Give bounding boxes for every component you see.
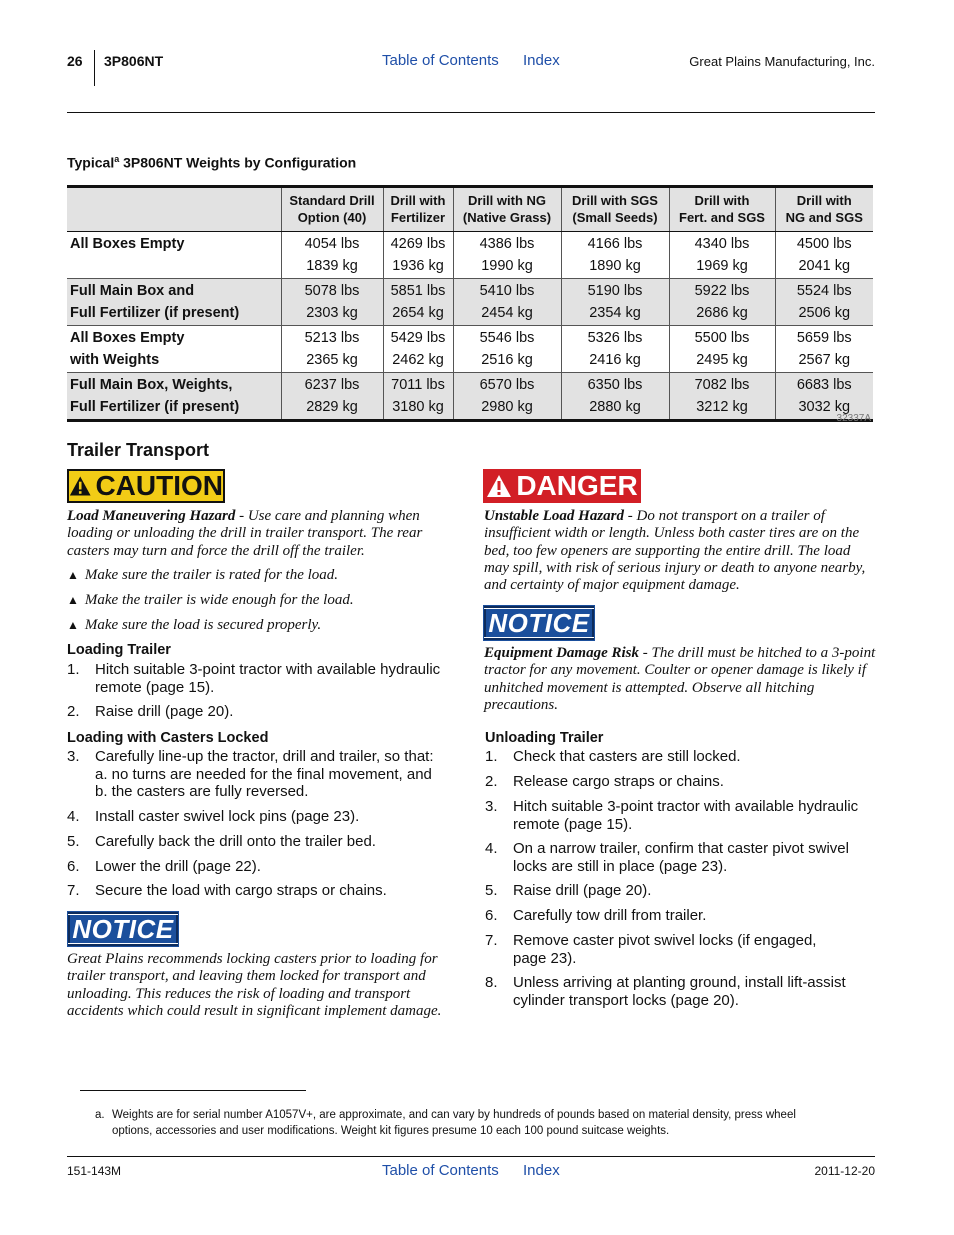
caution-sign xyxy=(67,469,225,503)
notice-text xyxy=(484,645,876,714)
table-cell: 5500 lbs xyxy=(669,326,775,350)
table-cell: 4500 lbs xyxy=(775,232,873,256)
loading-casters-heading: Loading with Casters Locked xyxy=(67,730,269,746)
table-cell: 2454 kg xyxy=(453,302,561,326)
table-cell: 4054 lbs xyxy=(281,232,383,256)
header-blank xyxy=(67,187,281,232)
row-label: with Weights xyxy=(70,352,160,368)
row-label: Full Fertilizer (if present) xyxy=(67,396,281,421)
table-cell: 7082 lbs xyxy=(669,373,775,397)
table-title xyxy=(67,154,356,171)
column-header: Drill with NG and SGS xyxy=(775,187,873,232)
table-cell: 2365 kg xyxy=(281,349,383,373)
table-cell: 5922 lbs xyxy=(669,279,775,303)
header-rule xyxy=(67,112,875,113)
danger-sign xyxy=(483,469,641,503)
list-item: 7. Remove caster pivot swivel locks (if engaged, page 23). xyxy=(485,932,817,967)
doc-date: 2011-12-20 xyxy=(814,1164,875,1178)
table-cell: 3032 kg xyxy=(775,396,873,421)
header-index-link[interactable]: Index xyxy=(523,52,560,69)
table-cell: 2829 kg xyxy=(281,396,383,421)
caution-label: CAUTION xyxy=(95,470,223,501)
list-item: 8. Unless arriving at planting ground, install lift-assist cylinder transport locks (page 20). xyxy=(485,974,846,1009)
table-cell: 1936 kg xyxy=(383,255,453,279)
table-cell: 2506 kg xyxy=(775,302,873,326)
table-cell: 5546 lbs xyxy=(453,326,561,350)
section-title: Trailer Transport xyxy=(67,440,210,460)
list-item: 6. Carefully tow drill from trailer. xyxy=(485,907,707,924)
triangle-bullet-icon: ▲ xyxy=(67,568,79,582)
table-cell: 2880 kg xyxy=(561,396,669,421)
table-cell: 6570 lbs xyxy=(453,373,561,397)
column-header: Drill with NG (Native Grass) xyxy=(453,187,561,232)
footer-rule xyxy=(67,1156,875,1157)
row-label: Full Fertilizer (if present) xyxy=(67,302,281,326)
list-item: 1. Hitch suitable 3-point tractor with available hydraulic remote (page 15). xyxy=(67,661,441,696)
table-cell: 2686 kg xyxy=(669,302,775,326)
model-name: 3P806NT xyxy=(104,53,164,69)
table-cell: 5410 lbs xyxy=(453,279,561,303)
danger-body: - Do not transport on a trailer of insufficient width or length. Unless both caster tires are on the bed, too few openers are supporting the entire drill. The load may spill, with risk of serious injury or death to anyone nearby, and certainty of major equipment damage. xyxy=(484,508,866,594)
table-header-row xyxy=(67,187,873,232)
table-cell: 5213 lbs xyxy=(281,326,383,350)
list-item: 4. On a narrow trailer, confirm that caster pivot swivel locks are still in place (page 23). xyxy=(485,840,849,875)
table-cell: 3180 kg xyxy=(383,396,453,421)
table-cell: 4166 lbs xyxy=(561,232,669,256)
table-cell: 2980 kg xyxy=(453,396,561,421)
table-cell: 5078 lbs xyxy=(281,279,383,303)
table-title-rest: 3P806NT Weights by Configuration xyxy=(119,154,357,171)
company-name: Great Plains Manufacturing, Inc. xyxy=(689,54,875,69)
column-header: Drill with SGS (Small Seeds) xyxy=(561,187,669,232)
warning-triangle-icon xyxy=(486,474,512,498)
table-row-lbs xyxy=(67,232,873,256)
weights-table xyxy=(67,185,873,422)
footer-index-link[interactable]: Index xyxy=(523,1162,560,1179)
footnote-rule xyxy=(80,1090,306,1091)
table-cell: 2654 kg xyxy=(383,302,453,326)
notice-sign: NOTICE xyxy=(68,912,178,946)
table-cell: 4386 lbs xyxy=(453,232,561,256)
table-cell: 4269 lbs xyxy=(383,232,453,256)
table-cell: 6237 lbs xyxy=(281,373,383,397)
table-cell: 2495 kg xyxy=(669,349,775,373)
notice-text: Great Plains recommends locking casters prior to loading for trailer transport, and leaving them locked for transport and unloading. This reduces the risk of loading and transport accidents which could result in significant implement damage. xyxy=(67,951,442,1019)
table-row-lbs xyxy=(67,326,873,350)
list-item: 3. Hitch suitable 3-point tractor with available hydraulic remote (page 15). xyxy=(485,798,859,833)
table-cell: 2416 kg xyxy=(561,349,669,373)
list-item: 5. Raise drill (page 20). xyxy=(485,882,652,899)
table-row-kg xyxy=(67,396,873,421)
footer-toc-link[interactable]: Table of Contents xyxy=(382,1162,499,1179)
header-divider xyxy=(94,50,95,86)
table-cell: 3212 kg xyxy=(669,396,775,421)
triangle-bullet-icon: ▲ xyxy=(67,618,79,632)
notice-sign: NOTICE xyxy=(484,606,594,640)
table-cell: 2462 kg xyxy=(383,349,453,373)
row-label: All Boxes Empty xyxy=(67,326,281,350)
table-cell: 5326 lbs xyxy=(561,326,669,350)
list-item: 6. Lower the drill (page 22). xyxy=(67,858,261,875)
row-label xyxy=(67,255,281,279)
table-cell: 1969 kg xyxy=(669,255,775,279)
notice-body: - The drill must be hitched to a 3-point tractor for any movement. Coulter or opener damage is likely if unhitched movement is attempted. Observe all hitching precautions. xyxy=(484,645,876,713)
table-row-kg xyxy=(67,255,873,279)
table-cell: 6683 lbs xyxy=(775,373,873,397)
table-cell: 2567 kg xyxy=(775,349,873,373)
table-cell: 5851 lbs xyxy=(383,279,453,303)
list-item: 5. Carefully back the drill onto the trailer bed. xyxy=(67,833,376,850)
table-cell: 1839 kg xyxy=(281,255,383,279)
notice-hazard: Equipment Damage Risk xyxy=(484,645,640,661)
table-cell: 7011 lbs xyxy=(383,373,453,397)
table-cell: 1990 kg xyxy=(453,255,561,279)
caution-body: - Use care and planning when loading or unloading the drill in trailer transport. The rear casters may turn and force the drill off the trailer. xyxy=(67,508,423,559)
table-cell: 5429 lbs xyxy=(383,326,453,350)
footnote-reference: a xyxy=(114,154,120,164)
table-cell: 2041 kg xyxy=(775,255,873,279)
list-item: 4. Install caster swivel lock pins (page 23). xyxy=(67,808,360,825)
table-cell: 1890 kg xyxy=(561,255,669,279)
list-item: 3. Carefully line-up the tractor, drill and trailer, so that: a. no turns are needed for the final movement, and b. the casters are fully reversed. xyxy=(67,748,434,800)
warning-triangle-icon xyxy=(69,474,91,498)
list-item: 7. Secure the load with cargo straps or chains. xyxy=(67,882,387,899)
table-cell: 5190 lbs xyxy=(561,279,669,303)
table-cell: 2303 kg xyxy=(281,302,383,326)
table-cell: 4340 lbs xyxy=(669,232,775,256)
danger-text xyxy=(484,508,876,594)
caution-hazard: Load Maneuvering Hazard xyxy=(67,508,236,524)
table-row-lbs xyxy=(67,373,873,397)
table-cell: 6350 lbs xyxy=(561,373,669,397)
table-row-kg xyxy=(67,349,873,373)
list-item: 1. Check that casters are still locked. xyxy=(485,748,741,765)
list-item: 2. Raise drill (page 20). xyxy=(67,703,234,720)
figure-number: 32337A xyxy=(836,413,871,424)
table-row-lbs xyxy=(67,279,873,303)
table-row-kg xyxy=(67,302,873,326)
doc-number: 151-143M xyxy=(67,1164,122,1178)
caution-bullet: ▲ Make sure the trailer is rated for the load. xyxy=(67,567,339,583)
row-label: Full Main Box and xyxy=(67,279,281,303)
triangle-bullet-icon: ▲ xyxy=(67,593,79,607)
loading-trailer-heading: Loading Trailer xyxy=(67,642,171,658)
table-cell: 5524 lbs xyxy=(775,279,873,303)
danger-label: DANGER xyxy=(516,470,638,501)
table-cell: 5659 lbs xyxy=(775,326,873,350)
page-number: 26 xyxy=(67,53,83,69)
header-toc-link[interactable]: Table of Contents xyxy=(382,52,499,69)
caution-bullet: ▲ Make the trailer is wide enough for the load. xyxy=(67,592,354,608)
danger-hazard: Unstable Load Hazard xyxy=(484,508,625,524)
row-label: All Boxes Empty xyxy=(70,236,185,252)
caution-text xyxy=(67,508,462,560)
list-item: 2. Release cargo straps or chains. xyxy=(485,773,724,790)
row-label: Full Main Box, Weights, xyxy=(67,373,281,397)
caution-bullet: ▲ Make sure the load is secured properly. xyxy=(67,617,322,633)
footnote: a. Weights are for serial number A1057V+, are approximate, and can vary by hundreds of pounds based on material density, press wheel options, accessories and user modifications. Weight kit figures presume 10 each 100 pound suitcase weights. xyxy=(95,1109,796,1137)
column-header: Drill with Fert. and SGS xyxy=(669,187,775,232)
column-header: Standard Drill Option (40) xyxy=(281,187,383,232)
table-cell: 2354 kg xyxy=(561,302,669,326)
column-header: Drill with Fertilizer xyxy=(383,187,453,232)
unloading-trailer-heading: Unloading Trailer xyxy=(485,730,604,746)
table-cell: 2516 kg xyxy=(453,349,561,373)
table-title-prefix: Typical xyxy=(67,154,115,171)
